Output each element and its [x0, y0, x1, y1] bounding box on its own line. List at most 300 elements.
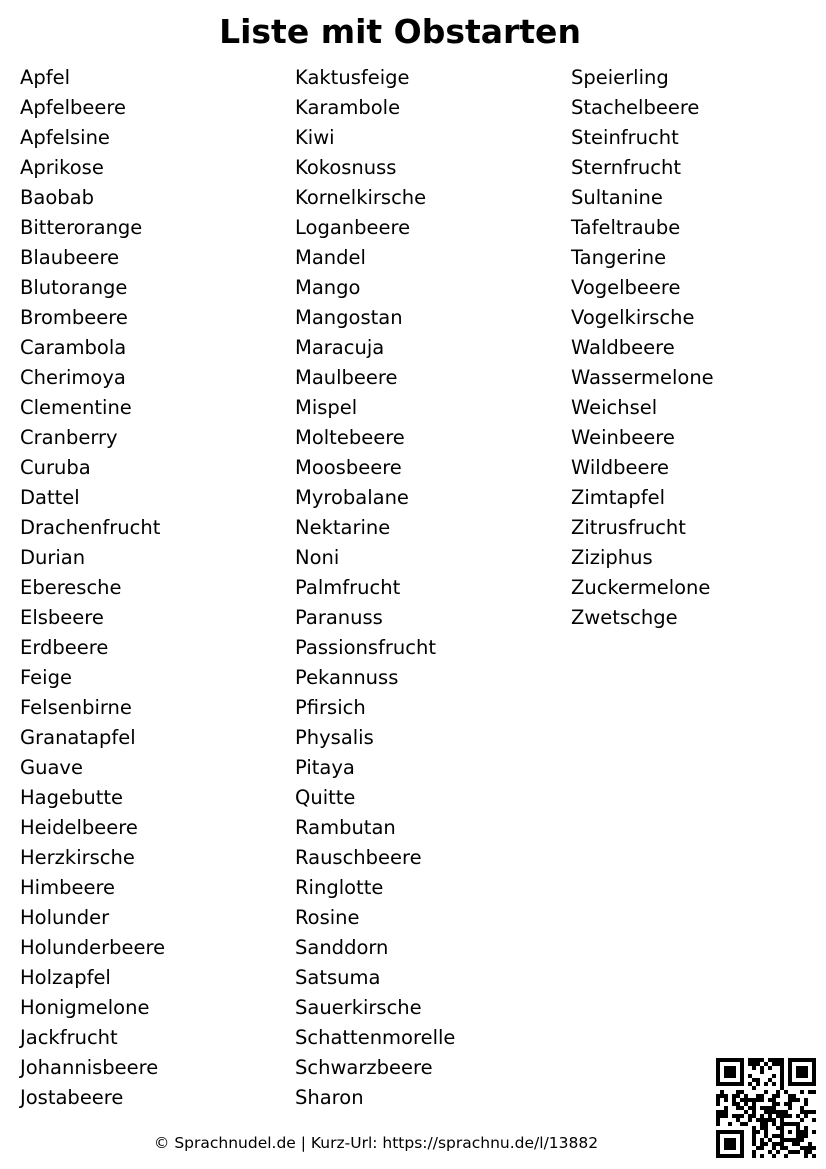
qr-module: [800, 1058, 804, 1062]
qr-module: [736, 1102, 740, 1106]
qr-module: [752, 1150, 756, 1154]
qr-module: [808, 1090, 812, 1094]
qr-module: [728, 1146, 732, 1150]
qr-module: [724, 1098, 728, 1102]
list-item: Moosbeere: [295, 456, 402, 479]
list-item: Nektarine: [295, 516, 391, 539]
qr-module: [780, 1062, 784, 1066]
list-item: Vogelbeere: [571, 276, 681, 299]
qr-module: [804, 1134, 808, 1138]
list-item: Eberesche: [20, 576, 122, 599]
list-item: Jackfrucht: [20, 1026, 118, 1049]
qr-module: [808, 1146, 812, 1150]
qr-module: [780, 1074, 784, 1078]
qr-module: [772, 1154, 776, 1158]
qr-module: [812, 1074, 816, 1078]
qr-module: [776, 1126, 780, 1130]
qr-module: [772, 1118, 776, 1122]
qr-module: [740, 1154, 744, 1158]
qr-code-icon: [716, 1058, 816, 1158]
qr-module: [800, 1074, 804, 1078]
qr-module: [724, 1138, 728, 1142]
list-item: Feige: [20, 666, 72, 689]
qr-module: [788, 1066, 792, 1070]
qr-module: [804, 1154, 808, 1158]
qr-module: [812, 1130, 816, 1134]
qr-module: [812, 1066, 816, 1070]
list-item: Schattenmorelle: [295, 1026, 456, 1049]
qr-module: [788, 1130, 792, 1134]
qr-module: [716, 1094, 720, 1098]
qr-module: [716, 1058, 720, 1062]
qr-module: [760, 1154, 764, 1158]
qr-module: [800, 1106, 804, 1110]
qr-module: [792, 1082, 796, 1086]
qr-module: [800, 1070, 804, 1074]
qr-module: [732, 1102, 736, 1106]
qr-module: [752, 1058, 756, 1062]
list-item: Apfelsine: [20, 126, 110, 149]
qr-module: [776, 1062, 780, 1066]
footer-copyright: © Sprachnudel.de | Kurz-Url: https://sprachnu.de/l/13882: [153, 1134, 599, 1152]
qr-module: [788, 1094, 792, 1098]
qr-module: [740, 1078, 744, 1082]
list-item: Maulbeere: [295, 366, 398, 389]
list-item: Curuba: [20, 456, 91, 479]
list-item: Apfel: [20, 66, 70, 89]
qr-module: [804, 1058, 808, 1062]
qr-module: [788, 1150, 792, 1154]
qr-module: [800, 1138, 804, 1142]
qr-module: [760, 1070, 764, 1074]
list-item: Steinfrucht: [571, 126, 679, 149]
list-item: Ringlotte: [295, 876, 384, 899]
list-item: Holunderbeere: [20, 936, 166, 959]
qr-module: [788, 1062, 792, 1066]
qr-module: [800, 1066, 804, 1070]
qr-module: [788, 1114, 792, 1118]
qr-module: [788, 1122, 792, 1126]
qr-module: [740, 1090, 744, 1094]
qr-module: [780, 1142, 784, 1146]
list-item: Ziziphus: [571, 546, 653, 569]
qr-module: [720, 1154, 724, 1158]
list-item: Mandel: [295, 246, 366, 269]
qr-module: [796, 1114, 800, 1118]
qr-module: [780, 1134, 784, 1138]
qr-module: [788, 1078, 792, 1082]
qr-module: [788, 1070, 792, 1074]
qr-module: [736, 1094, 740, 1098]
qr-module: [716, 1066, 720, 1070]
qr-module: [784, 1154, 788, 1158]
qr-module: [740, 1066, 744, 1070]
list-item: Tafeltraube: [571, 216, 681, 239]
qr-module: [728, 1066, 732, 1070]
list-item: Rambutan: [295, 816, 396, 839]
qr-module: [744, 1094, 748, 1098]
qr-module: [796, 1066, 800, 1070]
qr-module: [716, 1070, 720, 1074]
qr-module: [776, 1090, 780, 1094]
list-item: Cherimoya: [20, 366, 126, 389]
list-item: Weinbeere: [571, 426, 675, 449]
qr-module: [716, 1134, 720, 1138]
qr-module: [780, 1118, 784, 1122]
qr-module: [736, 1106, 740, 1110]
qr-module: [716, 1130, 720, 1134]
qr-module: [772, 1082, 776, 1086]
qr-module: [800, 1130, 804, 1134]
qr-module: [740, 1130, 744, 1134]
qr-module: [724, 1106, 728, 1110]
qr-module: [768, 1114, 772, 1118]
qr-module: [760, 1106, 764, 1110]
qr-module: [740, 1106, 744, 1110]
qr-module: [736, 1090, 740, 1094]
list-item: Sanddorn: [295, 936, 389, 959]
qr-module: [716, 1062, 720, 1066]
qr-module: [780, 1126, 784, 1130]
qr-module: [812, 1082, 816, 1086]
qr-module: [804, 1066, 808, 1070]
list-item: Kaktusfeige: [295, 66, 410, 89]
qr-module: [756, 1082, 760, 1086]
list-item: Dattel: [20, 486, 80, 509]
qr-module: [724, 1146, 728, 1150]
qr-module: [812, 1070, 816, 1074]
fruit-list-column-1: [20, 63, 165, 1113]
qr-module: [740, 1138, 744, 1142]
qr-module: [764, 1118, 768, 1122]
list-item: Sultanine: [571, 186, 663, 209]
qr-module: [788, 1138, 792, 1142]
qr-module: [780, 1146, 784, 1150]
list-item: Durian: [20, 546, 86, 569]
list-item: Sharon: [295, 1086, 364, 1109]
qr-module: [740, 1070, 744, 1074]
list-item: Himbeere: [20, 876, 116, 899]
qr-module: [780, 1122, 784, 1126]
qr-module: [804, 1082, 808, 1086]
list-item: Stachelbeere: [571, 96, 700, 119]
qr-module: [728, 1122, 732, 1126]
qr-module: [764, 1122, 768, 1126]
qr-module: [740, 1062, 744, 1066]
qr-module: [796, 1138, 800, 1142]
list-item: Palmfrucht: [295, 576, 401, 599]
qr-module: [772, 1122, 776, 1126]
qr-module: [780, 1138, 784, 1142]
list-item: Brombeere: [20, 306, 128, 329]
qr-module: [800, 1118, 804, 1122]
qr-module: [784, 1122, 788, 1126]
qr-module: [716, 1110, 720, 1114]
list-item: Tangerine: [571, 246, 667, 269]
list-item: Mango: [295, 276, 361, 299]
qr-module: [776, 1102, 780, 1106]
list-item: Hagebutte: [20, 786, 124, 809]
qr-module: [784, 1110, 788, 1114]
qr-module: [748, 1106, 752, 1110]
list-item: Quitte: [295, 786, 356, 809]
qr-module: [752, 1134, 756, 1138]
qr-module: [804, 1110, 808, 1114]
qr-module: [800, 1110, 804, 1114]
qr-module: [804, 1102, 808, 1106]
qr-module: [736, 1058, 740, 1062]
qr-module: [720, 1094, 724, 1098]
qr-module: [740, 1098, 744, 1102]
qr-module: [780, 1086, 784, 1090]
qr-module: [716, 1150, 720, 1154]
qr-module: [772, 1058, 776, 1062]
qr-module: [740, 1074, 744, 1078]
qr-module: [752, 1142, 756, 1146]
qr-module: [764, 1134, 768, 1138]
qr-module: [788, 1098, 792, 1102]
list-item: Holunder: [20, 906, 110, 929]
qr-module: [720, 1090, 724, 1094]
qr-module: [732, 1094, 736, 1098]
qr-module: [732, 1066, 736, 1070]
qr-module: [812, 1058, 816, 1062]
qr-module: [732, 1130, 736, 1134]
qr-module: [732, 1058, 736, 1062]
qr-module: [768, 1066, 772, 1070]
qr-module: [776, 1094, 780, 1098]
list-item: Weichsel: [571, 396, 658, 419]
qr-module: [760, 1138, 764, 1142]
qr-module: [788, 1074, 792, 1078]
qr-module: [760, 1098, 764, 1102]
qr-module: [740, 1146, 744, 1150]
qr-module: [796, 1082, 800, 1086]
qr-module: [796, 1122, 800, 1126]
qr-module: [724, 1130, 728, 1134]
list-item: Drachenfrucht: [20, 516, 161, 539]
list-item: Cranberry: [20, 426, 118, 449]
qr-module: [740, 1150, 744, 1154]
list-item: Wassermelone: [571, 366, 714, 389]
qr-module: [716, 1082, 720, 1086]
qr-module: [748, 1062, 752, 1066]
list-item: Pekannuss: [295, 666, 399, 689]
qr-module: [780, 1066, 784, 1070]
list-item: Baobab: [20, 186, 94, 209]
qr-module: [812, 1078, 816, 1082]
qr-module: [744, 1098, 748, 1102]
list-item: Myrobalane: [295, 486, 409, 509]
qr-module: [780, 1130, 784, 1134]
qr-module: [784, 1102, 788, 1106]
qr-module: [732, 1082, 736, 1086]
qr-module: [808, 1150, 812, 1154]
qr-module: [780, 1082, 784, 1086]
qr-module: [772, 1106, 776, 1110]
qr-module: [764, 1062, 768, 1066]
qr-module: [804, 1074, 808, 1078]
qr-module: [724, 1070, 728, 1074]
qr-module: [740, 1082, 744, 1086]
list-item: Maracuja: [295, 336, 385, 359]
qr-module: [796, 1058, 800, 1062]
list-item: Granatapfel: [20, 726, 136, 749]
qr-module: [752, 1078, 756, 1082]
list-item: Karambole: [295, 96, 401, 119]
qr-module: [804, 1070, 808, 1074]
qr-module: [776, 1114, 780, 1118]
qr-module: [812, 1110, 816, 1114]
qr-module: [788, 1058, 792, 1062]
list-item: Rosine: [295, 906, 360, 929]
list-item: Blutorange: [20, 276, 128, 299]
qr-module: [768, 1118, 772, 1122]
list-item: Pitaya: [295, 756, 355, 779]
qr-module: [732, 1098, 736, 1102]
list-item: Bitterorange: [20, 216, 143, 239]
list-item: Schwarzbeere: [295, 1056, 433, 1079]
qr-module: [716, 1154, 720, 1158]
qr-module: [748, 1058, 752, 1062]
qr-module: [740, 1058, 744, 1062]
qr-module: [744, 1122, 748, 1126]
list-item: Sauerkirsche: [295, 996, 422, 1019]
qr-module: [716, 1098, 720, 1102]
list-item: Passionsfrucht: [295, 636, 436, 659]
list-item: Mangostan: [295, 306, 403, 329]
qr-module: [716, 1074, 720, 1078]
qr-module: [792, 1058, 796, 1062]
qr-module: [728, 1058, 732, 1062]
qr-module: [756, 1098, 760, 1102]
qr-module: [716, 1118, 720, 1122]
qr-module: [792, 1094, 796, 1098]
qr-module: [768, 1138, 772, 1142]
list-item: Zuckermelone: [571, 576, 711, 599]
list-item: Zwetschge: [571, 606, 678, 629]
qr-module: [772, 1102, 776, 1106]
qr-module: [808, 1058, 812, 1062]
list-item: Paranuss: [295, 606, 383, 629]
qr-module: [812, 1118, 816, 1122]
qr-module: [720, 1130, 724, 1134]
qr-module: [808, 1142, 812, 1146]
list-item: Clementine: [20, 396, 132, 419]
qr-module: [772, 1094, 776, 1098]
qr-module: [796, 1070, 800, 1074]
qr-module: [776, 1134, 780, 1138]
qr-module: [800, 1146, 804, 1150]
qr-module: [812, 1062, 816, 1066]
qr-module: [756, 1062, 760, 1066]
qr-module: [732, 1154, 736, 1158]
qr-module: [736, 1082, 740, 1086]
qr-module: [784, 1090, 788, 1094]
list-item: Kiwi: [295, 126, 335, 149]
list-item: Guave: [20, 756, 83, 779]
qr-module: [772, 1110, 776, 1114]
qr-module: [744, 1110, 748, 1114]
list-item: Vogelkirsche: [571, 306, 695, 329]
qr-module: [800, 1082, 804, 1086]
qr-module: [736, 1118, 740, 1122]
fruit-list-column-2: [295, 63, 455, 1113]
list-item: Zitrusfrucht: [571, 516, 686, 539]
qr-module: [760, 1122, 764, 1126]
qr-module: [720, 1058, 724, 1062]
qr-module: [752, 1066, 756, 1070]
qr-module: [728, 1154, 732, 1158]
qr-module: [796, 1142, 800, 1146]
qr-module: [764, 1090, 768, 1094]
qr-module: [768, 1106, 772, 1110]
qr-module: [792, 1150, 796, 1154]
list-item: Aprikose: [20, 156, 104, 179]
qr-module: [772, 1098, 776, 1102]
qr-module: [768, 1078, 772, 1082]
qr-module: [728, 1074, 732, 1078]
list-item: Sternfrucht: [571, 156, 682, 179]
qr-module: [728, 1130, 732, 1134]
list-item: Speierling: [571, 66, 669, 89]
list-item: Herzkirsche: [20, 846, 135, 869]
qr-module: [796, 1134, 800, 1138]
list-item: Loganbeere: [295, 216, 411, 239]
qr-module: [768, 1150, 772, 1154]
qr-module: [748, 1098, 752, 1102]
qr-module: [780, 1058, 784, 1062]
fruit-list-column-3: [571, 63, 714, 633]
qr-module: [788, 1102, 792, 1106]
qr-module: [760, 1126, 764, 1130]
qr-module: [728, 1082, 732, 1086]
list-item: Holzapfel: [20, 966, 111, 989]
qr-module: [728, 1070, 732, 1074]
list-item: Elsbeere: [20, 606, 104, 629]
qr-module: [732, 1146, 736, 1150]
qr-module: [792, 1138, 796, 1142]
qr-module: [764, 1082, 768, 1086]
qr-module: [752, 1098, 756, 1102]
qr-module: [764, 1106, 768, 1110]
list-item: Apfelbeere: [20, 96, 126, 119]
qr-module: [748, 1114, 752, 1118]
qr-module: [752, 1086, 756, 1090]
qr-module: [752, 1130, 756, 1134]
qr-module: [728, 1142, 732, 1146]
list-item: Pfirsich: [295, 696, 366, 719]
list-item: Satsuma: [295, 966, 381, 989]
qr-module: [732, 1142, 736, 1146]
qr-module: [748, 1074, 752, 1078]
qr-module: [760, 1114, 764, 1118]
qr-module: [768, 1110, 772, 1114]
qr-module: [804, 1130, 808, 1134]
qr-module: [768, 1058, 772, 1062]
qr-module: [792, 1098, 796, 1102]
qr-module: [796, 1150, 800, 1154]
qr-module: [724, 1082, 728, 1086]
qr-module: [732, 1138, 736, 1142]
qr-module: [732, 1070, 736, 1074]
qr-module: [724, 1154, 728, 1158]
qr-module: [724, 1114, 728, 1118]
qr-module: [788, 1106, 792, 1110]
qr-module: [744, 1102, 748, 1106]
qr-module: [780, 1078, 784, 1082]
qr-module: [756, 1094, 760, 1098]
